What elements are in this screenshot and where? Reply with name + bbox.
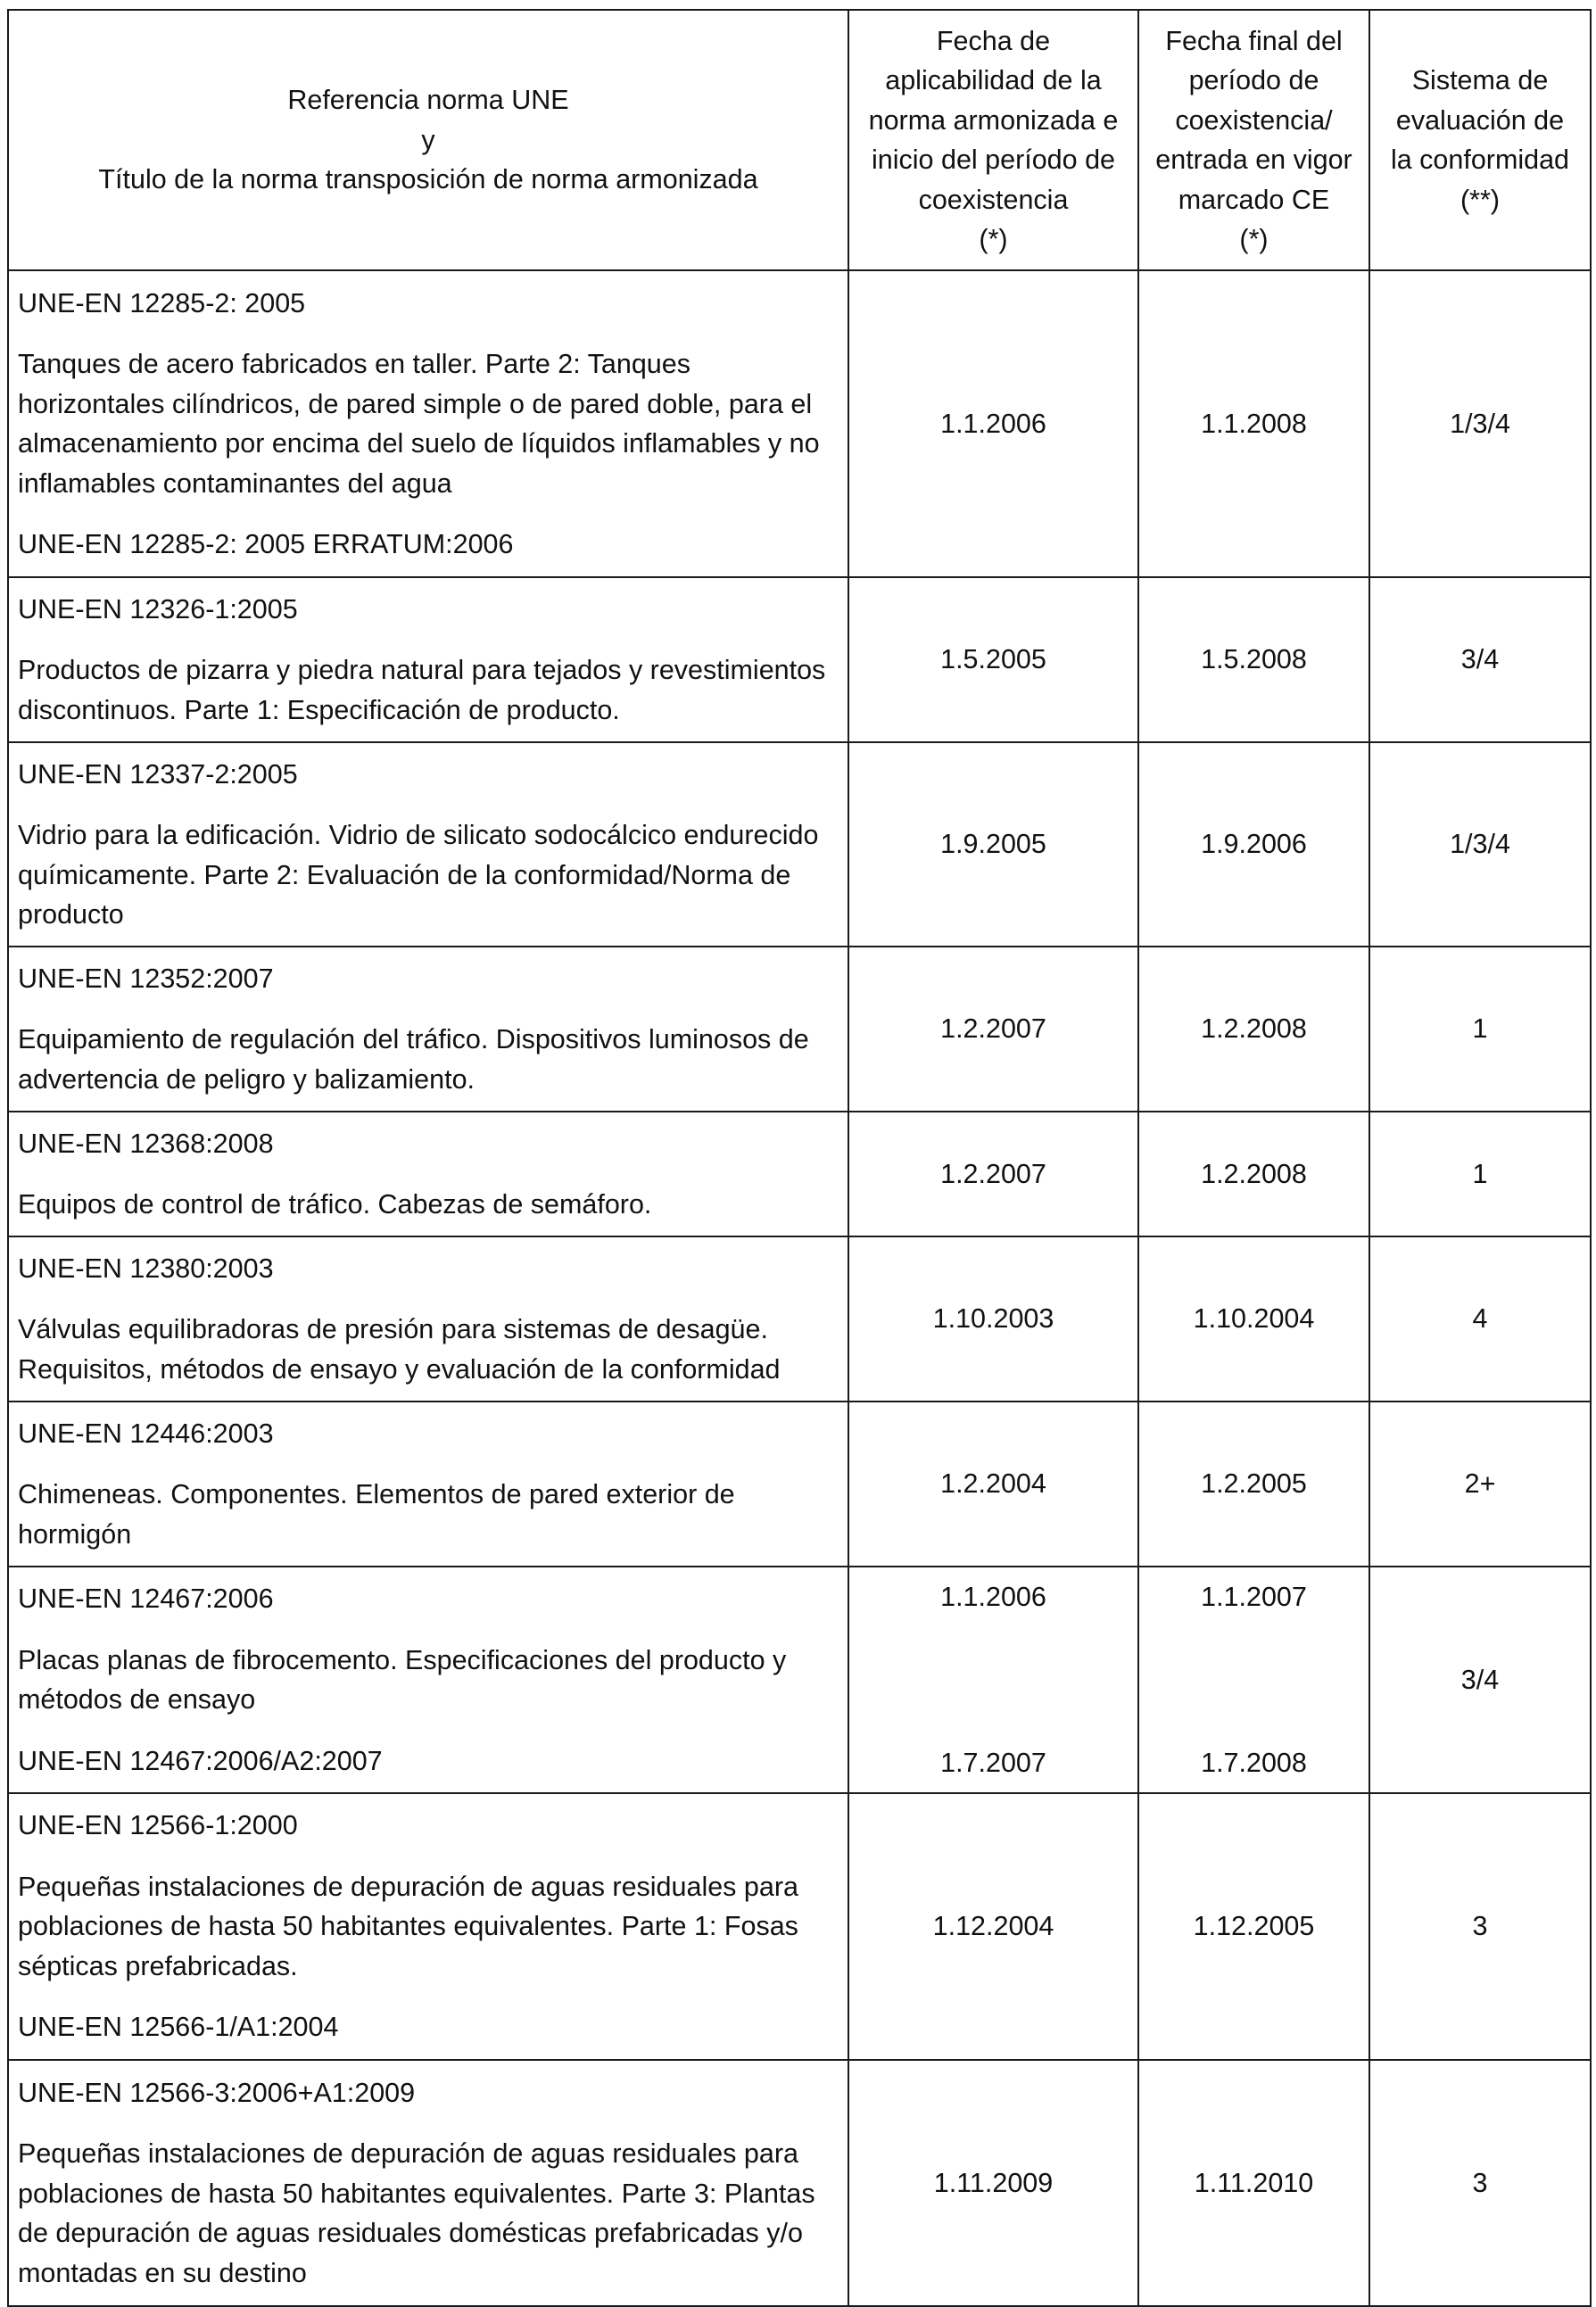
standard-cell: [8, 1567, 848, 1793]
applicability-date: 1.2.2004: [848, 1402, 1138, 1567]
standard-cell: [8, 1236, 848, 1402]
header-applicability-date: Fecha de aplicabilidad de la norma armonizada e inicio del período de coexistencia (*): [848, 10, 1138, 270]
applicability-date: 1.5.2005: [848, 577, 1138, 742]
conformity-system: 3/4: [1369, 1567, 1591, 1793]
applicability-date: 1.1.2006: [940, 1582, 1046, 1612]
standard-title: Placas planas de fibrocemento. Especificaciones del producto y métodos de ensayo: [18, 1644, 787, 1715]
standard-title: Productos de pizarra y piedra natural para tejados y revestimientos discontinuos. Parte 1: Especificación de producto.: [18, 655, 826, 725]
standard-title: Tanques de acero fabricados en taller. Parte 2: Tanques horizontales cilíndricos, de pared simple o de pared doble, para el almacenamiento por encima del suelo de líquidos inflamables y no inflamables contaminantes del agua: [18, 349, 820, 499]
applicability-date: 1.12.2004: [848, 1793, 1138, 2060]
table-row: [8, 1112, 1591, 1236]
standard-title: Equipamiento de regulación del tráfico. Dispositivos luminosos de advertencia de peligro y balizamiento.: [18, 1024, 809, 1095]
applicability-date: 1.2.2007: [848, 947, 1138, 1112]
standard-cell: [8, 947, 848, 1112]
standard-reference: UNE-EN 12467:2006: [18, 1583, 274, 1614]
table-row: [8, 1236, 1591, 1402]
standard-title: Equipos de control de tráfico. Cabezas de semáforo.: [18, 1189, 652, 1220]
standard-title: Vidrio para la edificación. Vidrio de silicato sodocálcico endurecido químicamente. Parte 2: Evaluación de la conformidad/Norma de producto: [18, 820, 819, 930]
conformity-system: 4: [1369, 1236, 1591, 1402]
end-coexistence-date: 1.2.2008: [1138, 947, 1369, 1112]
applicability-date: 1.9.2005: [848, 742, 1138, 947]
table-row: [8, 577, 1591, 742]
standard-extra-reference: UNE-EN 12467:2006/A2:2007: [18, 1745, 383, 1776]
harmonized-standards-table: [7, 9, 1592, 2307]
applicability-date-pair: [848, 1567, 1138, 1793]
conformity-system: 3/4: [1369, 577, 1591, 742]
applicability-date: 1.1.2006: [848, 270, 1138, 577]
table-row: [8, 1402, 1591, 1567]
standard-cell: [8, 2060, 848, 2306]
conformity-system: 1: [1369, 1112, 1591, 1236]
standard-cell: [8, 270, 848, 577]
table-header-row: [8, 10, 1591, 270]
end-coexistence-date: 1.10.2004: [1138, 1236, 1369, 1402]
end-coexistence-date: 1.9.2006: [1138, 742, 1369, 947]
standard-title: Pequeñas instalaciones de depuración de aguas residuales para poblaciones de hasta 50 habitantes equivalentes. Parte 3: Plantas de depuración de aguas residuales domésticas prefabricadas y/o montadas en su destino: [18, 2138, 815, 2288]
standard-reference: UNE-EN 12566-1:2000: [18, 1810, 298, 1841]
standard-reference: UNE-EN 12368:2008: [18, 1128, 274, 1159]
table-row: [8, 1793, 1591, 2060]
applicability-date: 1.2.2007: [848, 1112, 1138, 1236]
end-coexistence-date: 1.2.2005: [1138, 1402, 1369, 1567]
table-row: [8, 270, 1591, 577]
standard-reference: UNE-EN 12337-2:2005: [18, 758, 298, 790]
end-coexistence-date: 1.5.2008: [1138, 577, 1369, 742]
header-reference-title: Referencia norma UNE y Título de la norma transposición de norma armonizada: [8, 10, 848, 270]
standard-title: Pequeñas instalaciones de depuración de aguas residuales para poblaciones de hasta 50 habitantes equivalentes. Parte 1: Fosas sépticas prefabricadas.: [18, 1871, 798, 1981]
standard-cell: [8, 1402, 848, 1567]
standard-extra-reference: UNE-EN 12285-2: 2005 ERRATUM:2006: [18, 529, 514, 559]
end-coexistence-date: 1.1.2007: [1201, 1582, 1307, 1612]
standard-reference: UNE-EN 12352:2007: [18, 963, 274, 994]
conformity-system: 3: [1369, 1793, 1591, 2060]
standard-reference: UNE-EN 12566-3:2006+A1:2009: [18, 2077, 416, 2108]
end-coexistence-date: 1.11.2010: [1138, 2060, 1369, 2306]
header-conformity-system: Sistema de evaluación de la conformidad (**): [1369, 10, 1591, 270]
end-coexistence-date: 1.1.2008: [1138, 270, 1369, 577]
table-row: [8, 947, 1591, 1112]
conformity-system: 2+: [1369, 1402, 1591, 1567]
standard-reference: UNE-EN 12326-1:2005: [18, 593, 298, 624]
applicability-date: 1.11.2009: [848, 2060, 1138, 2306]
table-row: [8, 2060, 1591, 2306]
conformity-system: 1/3/4: [1369, 270, 1591, 577]
applicability-date-amendment: 1.7.2007: [940, 1747, 1046, 1778]
applicability-date: 1.10.2003: [848, 1236, 1138, 1402]
standard-cell: [8, 1112, 848, 1236]
header-end-coexistence-date: Fecha final del período de coexistencia/ entrada en vigor marcado CE (*): [1138, 10, 1369, 270]
conformity-system: 1/3/4: [1369, 742, 1591, 947]
end-coexistence-date: 1.2.2008: [1138, 1112, 1369, 1236]
standard-cell: [8, 742, 848, 947]
standard-cell: [8, 577, 848, 742]
conformity-system: 1: [1369, 947, 1591, 1112]
standard-reference: UNE-EN 12380:2003: [18, 1253, 274, 1284]
end-coexistence-date: 1.12.2005: [1138, 1793, 1369, 2060]
standard-reference: UNE-EN 12285-2: 2005: [18, 287, 306, 318]
standard-cell: [8, 1793, 848, 2060]
end-coexistence-date-pair: [1138, 1567, 1369, 1793]
table-row: [8, 1567, 1591, 1793]
conformity-system: 3: [1369, 2060, 1591, 2306]
standard-title: Válvulas equilibradoras de presión para sistemas de desagüe. Requisitos, métodos de ensayo y evaluación de la conformidad: [18, 1314, 781, 1385]
standard-title: Chimeneas. Componentes. Elementos de pared exterior de hormigón: [18, 1479, 735, 1550]
end-coexistence-date-amendment: 1.7.2008: [1201, 1747, 1307, 1778]
standard-extra-reference: UNE-EN 12566-1/A1:2004: [18, 2012, 339, 2043]
table-row: [8, 742, 1591, 947]
standard-reference: UNE-EN 12446:2003: [18, 1418, 274, 1449]
